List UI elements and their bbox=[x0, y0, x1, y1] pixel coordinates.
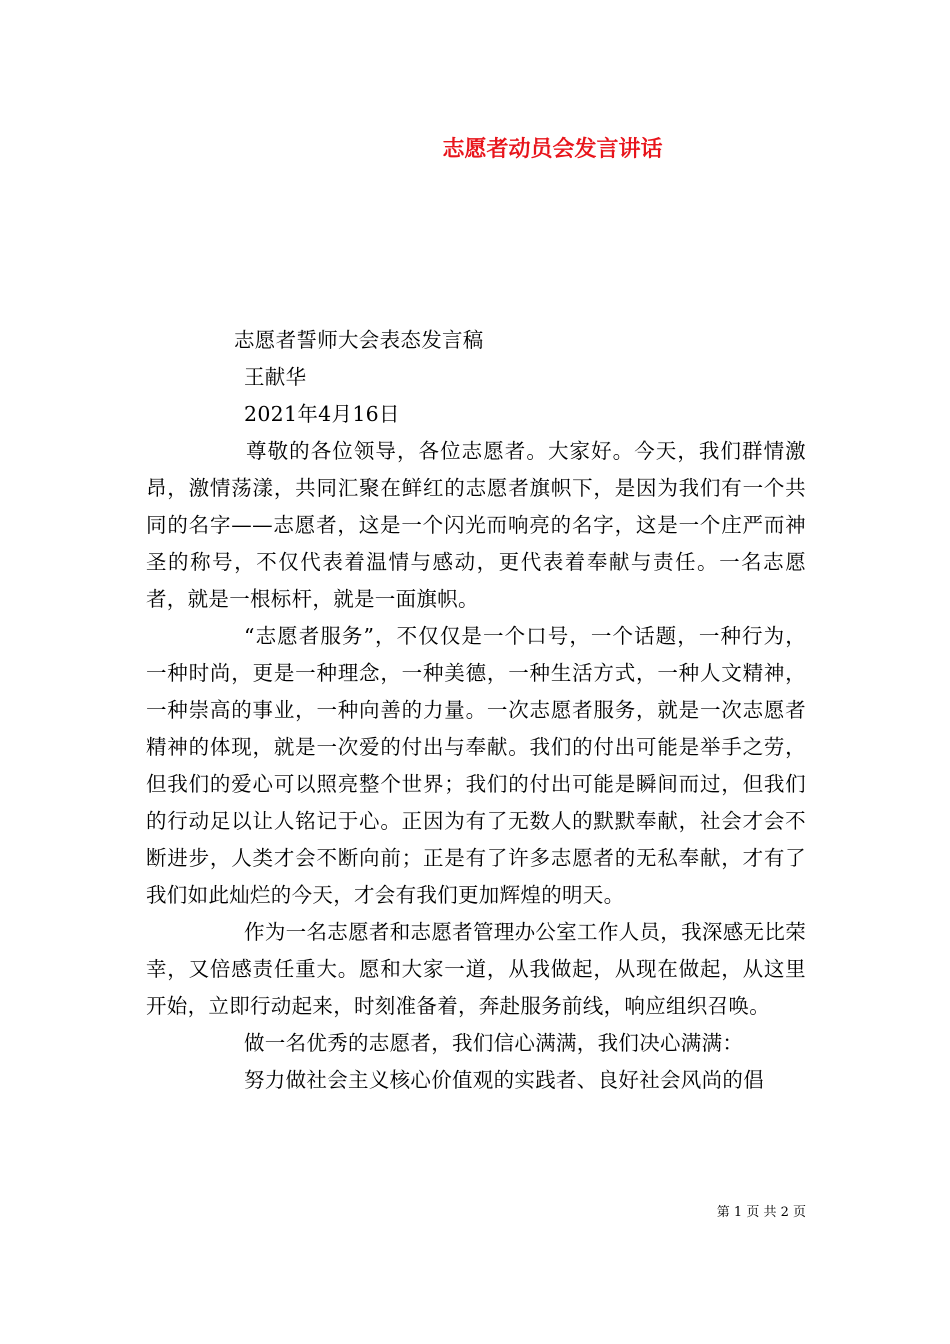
paragraph: 作为一名志愿者和志愿者管理办公室工作人员，我深感无比荣幸，又倍感责任重大。愿和大家一道，从我做起，从现在做起，从这里开始，立即行动起来，时刻准备着，奔赴服务前线，响应组织召唤。 bbox=[146, 920, 806, 1018]
paragraph: 做一名优秀的志愿者，我们信心满满，我们决心满满： bbox=[244, 1031, 744, 1055]
paragraph: “志愿者服务”，不仅仅是一个口号，一个话题，一种行为，一种时尚，更是一种理念，一种美德，一种生活方式，一种人文精神，一种崇高的事业，一种向善的力量。一次志愿者服务，就是一次志愿者精神的体现，就是一次爱的付出与奉献。我们的付出可能是举手之劳，但我们的爱心可以照亮整个世界；我们的付出可能是瞬间而过，但我们的行动足以让人铭记于心。正因为有了无数人的默默奉献，社会才会不断进步，人类才会不断向前；正是有了许多志愿者的无私奉献，才有了我们如此灿烂的今天，才会有我们更加辉煌的明天。 bbox=[146, 624, 806, 907]
document-body bbox=[146, 322, 806, 1099]
speech-date: 2021年4月16日 bbox=[244, 402, 400, 426]
page-number: 第 1 页 共 2 页 bbox=[716, 1205, 806, 1220]
paragraph-group bbox=[146, 433, 806, 1099]
paragraph: 努力做社会主义核心价值观的实践者、良好社会风尚的倡 bbox=[244, 1068, 764, 1092]
document-title: 志愿者动员会发言讲话 bbox=[442, 137, 663, 162]
paragraph: 尊敬的各位领导，各位志愿者。大家好。今天，我们群情激昂，激情荡漾，共同汇聚在鲜红的志愿者旗帜下，是因为我们有一个共同的名字——志愿者，这是一个闪光而响亮的名字，这是一个庄严而神圣的称号，不仅代表着温情与感动，更代表着奉献与责任。一名志愿者，就是一根标杆，就是一面旗帜。 bbox=[146, 439, 806, 611]
speech-heading: 志愿者誓师大会表态发言稿 bbox=[234, 328, 484, 352]
author-name: 王献华 bbox=[244, 365, 307, 389]
